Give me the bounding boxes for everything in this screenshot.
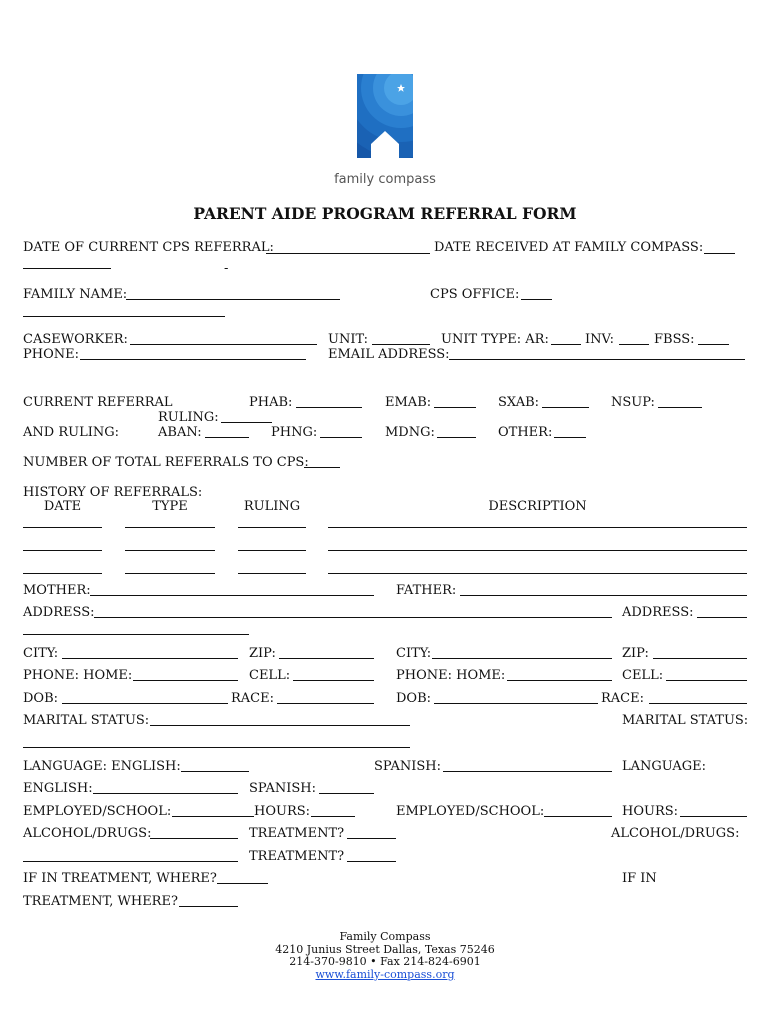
- footer-address: 4210 Junius Street Dallas, Texas 75246: [275, 942, 495, 956]
- history-ruling-3[interactable]: [238, 573, 306, 574]
- history-date-1[interactable]: [23, 527, 102, 528]
- history-col-ruling: RULING: [243, 499, 301, 514]
- father-english-field[interactable]: [93, 793, 238, 794]
- mother-spanish-label: SPANISH:: [374, 759, 441, 774]
- father-zip-field[interactable]: [653, 658, 747, 659]
- father-treatment-where-field[interactable]: [179, 906, 238, 907]
- history-type-3[interactable]: [125, 573, 215, 574]
- father-dob-label: DOB:: [396, 691, 432, 706]
- father-race-label: RACE:: [601, 691, 644, 706]
- father-spanish-label: SPANISH:: [249, 781, 316, 796]
- father-marital-status-field[interactable]: [23, 747, 410, 748]
- mother-spanish-field[interactable]: [443, 771, 612, 772]
- father-marital-status-label: MARITAL STATUS:: [622, 713, 749, 728]
- mother-language-english-label: LANGUAGE: ENGLISH:: [23, 759, 181, 774]
- total-referrals-field[interactable]: [304, 467, 340, 468]
- mother-employed-field[interactable]: [172, 816, 254, 817]
- history-date-3[interactable]: [23, 573, 102, 574]
- history-type-2[interactable]: [125, 550, 215, 551]
- ruling-label: RULING:: [158, 410, 219, 425]
- mother-city-label: CITY:: [23, 646, 59, 661]
- father-language-label: LANGUAGE:: [622, 759, 706, 774]
- mother-marital-status-field[interactable]: [150, 725, 410, 726]
- history-ruling-1[interactable]: [238, 527, 306, 528]
- mother-city-field[interactable]: [62, 658, 238, 659]
- current-referral-label: CURRENT REFERRAL: [23, 395, 173, 410]
- history-ruling-2[interactable]: [238, 550, 306, 551]
- logo-brand-text: family compass: [334, 172, 436, 187]
- history-type-1[interactable]: [125, 527, 215, 528]
- father-label: FATHER:: [396, 583, 457, 598]
- mother-race-field[interactable]: [277, 703, 374, 704]
- history-col-type: TYPE: [152, 499, 188, 514]
- mother-employed-label: EMPLOYED/SCHOOL:: [23, 804, 172, 819]
- mother-address-field[interactable]: [94, 617, 612, 618]
- mother-zip-label: ZIP:: [249, 646, 276, 661]
- father-cell-field[interactable]: [666, 680, 747, 681]
- mother-alcohol-drugs-label: ALCOHOL/DRUGS:: [23, 826, 152, 841]
- family-name-field-cont[interactable]: [23, 316, 225, 317]
- mother-cell-label: CELL:: [249, 668, 291, 683]
- father-field[interactable]: [460, 595, 747, 596]
- fbss-field[interactable]: [698, 344, 729, 345]
- email-field[interactable]: [449, 359, 745, 360]
- aban-field[interactable]: [205, 437, 249, 438]
- mother-treatment-label: TREATMENT?: [249, 826, 345, 841]
- ruling-field[interactable]: [221, 422, 272, 423]
- sxab-field[interactable]: [542, 407, 589, 408]
- mother-marital-status-label: MARITAL STATUS:: [23, 713, 150, 728]
- and-ruling-label: AND RULING:: [23, 425, 119, 440]
- phab-field[interactable]: [296, 407, 362, 408]
- father-dob-field[interactable]: [434, 703, 598, 704]
- cps-office-label: CPS OFFICE:: [430, 287, 520, 302]
- date-cps-label: DATE OF CURRENT CPS REFERRAL:: [23, 240, 274, 255]
- mother-field[interactable]: [90, 595, 374, 596]
- email-label: EMAIL ADDRESS:: [328, 347, 450, 362]
- emab-label: EMAB:: [385, 395, 432, 410]
- history-description-1[interactable]: [328, 527, 747, 528]
- father-alcohol-drugs-label: ALCOHOL/DRUGS:: [611, 826, 740, 841]
- father-english-label: ENGLISH:: [23, 781, 93, 796]
- sxab-label: SXAB:: [498, 395, 540, 410]
- family-name-field[interactable]: [126, 299, 340, 300]
- mother-phone-home-field[interactable]: [133, 680, 238, 681]
- caseworker-label: CASEWORKER:: [23, 332, 128, 347]
- date-received-field-cont[interactable]: [23, 268, 111, 269]
- footer-org: Family Compass: [339, 930, 431, 943]
- father-address-field[interactable]: [697, 617, 747, 618]
- mdng-field[interactable]: [437, 437, 476, 438]
- unit-type-ar-label: UNIT TYPE: AR:: [441, 332, 549, 347]
- father-phone-home-label: PHONE: HOME:: [396, 668, 506, 683]
- mother-treatment-where-label: IF IN TREATMENT, WHERE?: [23, 871, 217, 886]
- history-date-2[interactable]: [23, 550, 102, 551]
- dash: -: [224, 261, 229, 276]
- phone-field[interactable]: [80, 359, 306, 360]
- history-col-date: DATE: [43, 499, 82, 514]
- mother-race-label: RACE:: [231, 691, 274, 706]
- father-city-label: CITY:: [396, 646, 432, 661]
- mother-dob-field[interactable]: [62, 703, 228, 704]
- cps-office-field[interactable]: [521, 299, 552, 300]
- mother-label: MOTHER:: [23, 583, 91, 598]
- father-hours-field[interactable]: [680, 816, 747, 817]
- other-label: OTHER:: [498, 425, 553, 440]
- mother-phone-home-label: PHONE: HOME:: [23, 668, 133, 683]
- father-treatment-label: TREATMENT?: [249, 849, 345, 864]
- father-phone-home-field[interactable]: [507, 680, 612, 681]
- father-employed-label: EMPLOYED/SCHOOL:: [396, 804, 545, 819]
- footer-website-link[interactable]: www.family-compass.org: [315, 967, 455, 981]
- history-description-3[interactable]: [328, 573, 747, 574]
- mother-cell-field[interactable]: [293, 680, 374, 681]
- fbss-label: FBSS:: [654, 332, 695, 347]
- father-zip-label: ZIP:: [622, 646, 649, 661]
- mother-english-field[interactable]: [181, 771, 249, 772]
- father-race-field[interactable]: [649, 703, 747, 704]
- mother-dob-label: DOB:: [23, 691, 59, 706]
- father-treatment-where-label: TREATMENT, WHERE?: [23, 894, 178, 909]
- other-field[interactable]: [554, 437, 586, 438]
- total-referrals-label: NUMBER OF TOTAL REFERRALS TO CPS:: [23, 455, 309, 470]
- inv-label: INV:: [585, 332, 614, 347]
- unit-field[interactable]: [372, 344, 430, 345]
- phng-label: PHNG:: [271, 425, 318, 440]
- father-employed-field[interactable]: [544, 816, 612, 817]
- father-treatment-field[interactable]: [347, 861, 396, 862]
- aban-label: ABAN:: [158, 425, 202, 440]
- father-hours-label: HOURS:: [622, 804, 679, 819]
- mother-hours-field[interactable]: [311, 816, 355, 817]
- mother-treatment-field[interactable]: [347, 838, 396, 839]
- phone-label: PHONE:: [23, 347, 79, 362]
- nsup-field[interactable]: [658, 407, 702, 408]
- form-title: PARENT AIDE PROGRAM REFERRAL FORM: [193, 204, 577, 223]
- nsup-label: NSUP:: [611, 395, 655, 410]
- inv-field[interactable]: [619, 344, 649, 345]
- mother-hours-label: HOURS:: [254, 804, 311, 819]
- footer: [0, 931, 770, 981]
- father-spanish-field[interactable]: [319, 793, 374, 794]
- mdng-label: MDNG:: [385, 425, 435, 440]
- family-name-label: FAMILY NAME:: [23, 287, 128, 302]
- father-address-field-cont[interactable]: [23, 634, 249, 635]
- footer-phone: 214-370-9810 • Fax 214-824-6901: [289, 955, 481, 969]
- history-description-2[interactable]: [328, 550, 747, 551]
- caseworker-field[interactable]: [130, 344, 317, 345]
- history-col-description: DESCRIPTION: [488, 499, 587, 514]
- mother-treatment-where-field[interactable]: [217, 883, 268, 884]
- mother-zip-field[interactable]: [279, 658, 374, 659]
- date-cps-field[interactable]: [266, 253, 430, 254]
- date-received-field[interactable]: [704, 253, 735, 254]
- father-alcohol-drugs-field[interactable]: [23, 861, 238, 862]
- father-city-field[interactable]: [432, 658, 612, 659]
- phab-label: PHAB:: [249, 395, 293, 410]
- emab-field[interactable]: [434, 407, 476, 408]
- mother-alcohol-drugs-field[interactable]: [150, 838, 238, 839]
- mother-address-label: ADDRESS:: [23, 605, 95, 620]
- father-address-label: ADDRESS:: [622, 605, 694, 620]
- phng-field[interactable]: [320, 437, 362, 438]
- date-received-label: DATE RECEIVED AT FAMILY COMPASS:: [434, 240, 704, 255]
- unit-type-ar-field[interactable]: [551, 344, 581, 345]
- unit-label: UNIT:: [328, 332, 369, 347]
- history-label: HISTORY OF REFERRALS:: [23, 485, 203, 500]
- father-cell-label: CELL:: [622, 668, 664, 683]
- family-compass-logo: [357, 74, 413, 158]
- father-if-in-label: IF IN: [622, 871, 657, 886]
